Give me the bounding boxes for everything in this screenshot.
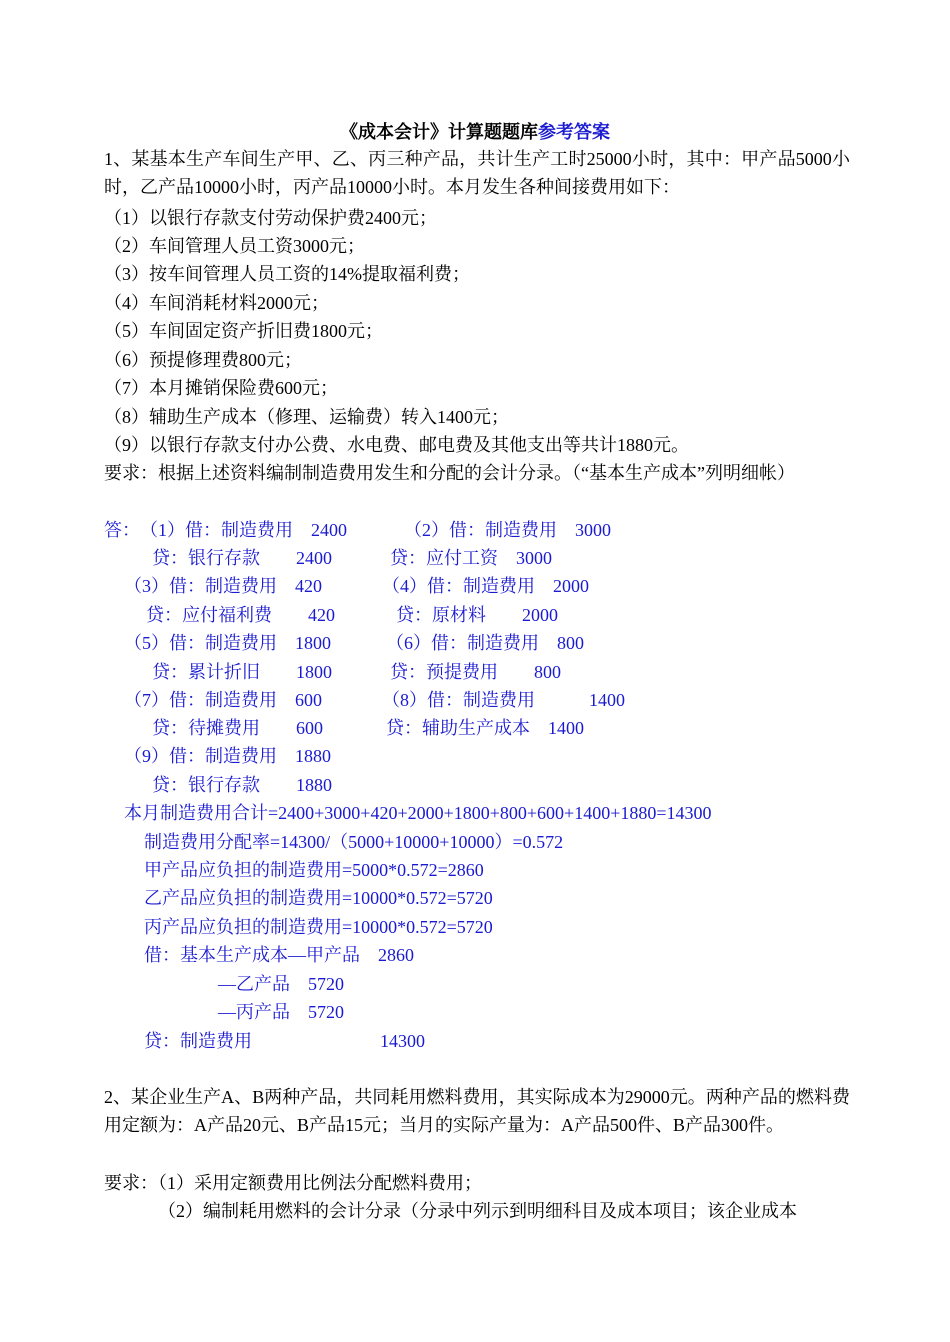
entry-credit: 贷：应付福利费 420: [146, 605, 335, 625]
allocation-rate: 制造费用分配率=14300/（5000+10000+10000）=0.572: [144, 832, 564, 852]
q2-requirement-1: 要求：（1）采用定额费用比例法分配燃料费用；: [104, 1173, 482, 1193]
q1-item: （4）车间消耗材料2000元；: [104, 293, 329, 313]
allocation-product-a: 甲产品应负担的制造费用=5000*0.572=2860: [144, 860, 484, 880]
final-debit: 借：基本生产成本—甲产品 2860: [144, 945, 414, 965]
q1-item: （6）预提修理费800元；: [104, 350, 302, 370]
allocation-product-c: 丙产品应负担的制造费用=10000*0.572=5720: [144, 917, 493, 937]
q1-stem: 1、某基本生产车间生产甲、乙、丙三种产品，共计生产工时25000小时，其中：甲产品5000小时，乙产品10000小时，丙产品10000小时。本月发生各种间接费用如下：: [104, 149, 850, 198]
final-credit-amount: 14300: [380, 1031, 425, 1051]
entry-debit: （8）借：制造费用 1400: [382, 690, 625, 710]
entry-debit: （7）借：制造费用 600: [124, 690, 322, 710]
entry-debit: （6）借：制造费用 800: [386, 633, 584, 653]
entry-debit: （5）借：制造费用 1800: [124, 633, 331, 653]
final-debit-b: —乙产品 5720: [218, 974, 344, 994]
title-main: 《成本会计》计算题题库: [340, 122, 538, 142]
q1-item: （2）车间管理人员工资3000元；: [104, 236, 365, 256]
final-credit: 贷：制造费用: [144, 1031, 252, 1051]
q1-item: （5）车间固定资产折旧费1800元；: [104, 321, 383, 341]
entry-credit: 贷：预提费用 800: [390, 662, 561, 682]
q1-item: （1）以银行存款支付劳动保护费2400元；: [104, 208, 437, 228]
q1-item: （9）以银行存款支付办公费、水电费、邮电费及其他支出等共计1880元。: [104, 435, 689, 455]
q2-requirement-2: （2）编制耗用燃料的会计分录（分录中列示到明细科目及成本项目；该企业成本: [158, 1201, 797, 1221]
entry-credit: 贷：原材料 2000: [396, 605, 558, 625]
q1-item: （3）按车间管理人员工资的14%提取福利费；: [104, 264, 470, 284]
document-title: [0, 118, 950, 144]
final-debit-c: —丙产品 5720: [218, 1002, 344, 1022]
entry-credit: 贷：累计折旧 1800: [152, 662, 332, 682]
entry-debit: （2）借：制造费用 3000: [404, 520, 611, 540]
q1-item: （7）本月摊销保险费600元；: [104, 378, 338, 398]
q1-requirement: 要求：根据上述资料编制制造费用发生和分配的会计分录。（“基本生产成本”列明细帐）: [104, 463, 795, 483]
q2-stem: 2、某企业生产A、B两种产品，共同耗用燃料费用，其实际成本为29000元。两种产品的燃料费用定额为：A产品20元、B产品15元；当月的实际产量为：A产品500件、B产品300件。: [104, 1087, 850, 1136]
entry-credit: 贷：银行存款 2400: [152, 548, 332, 568]
entry-debit: （4）借：制造费用 2000: [382, 576, 589, 596]
entry-debit: （1）借：制造费用 2400: [140, 520, 347, 540]
title-highlight: 参考答案: [538, 122, 610, 142]
entry-credit: 贷：应付工资 3000: [390, 548, 552, 568]
entry-credit: 贷：辅助生产成本 1400: [386, 718, 584, 738]
answer-prefix: 答：: [104, 520, 140, 540]
entry-debit: （9）借：制造费用 1880: [124, 746, 331, 766]
entry-credit: 贷：银行存款 1880: [152, 775, 332, 795]
q1-item: （8）辅助生产成本（修理、运输费）转入1400元；: [104, 407, 509, 427]
total-expense: 本月制造费用合计=2400+3000+420+2000+1800+800+600+1400+1880=14300: [124, 803, 712, 823]
entry-credit: 贷：待摊费用 600: [152, 718, 323, 738]
entry-debit: （3）借：制造费用 420: [124, 576, 322, 596]
allocation-product-b: 乙产品应负担的制造费用=10000*0.572=5720: [144, 888, 493, 908]
